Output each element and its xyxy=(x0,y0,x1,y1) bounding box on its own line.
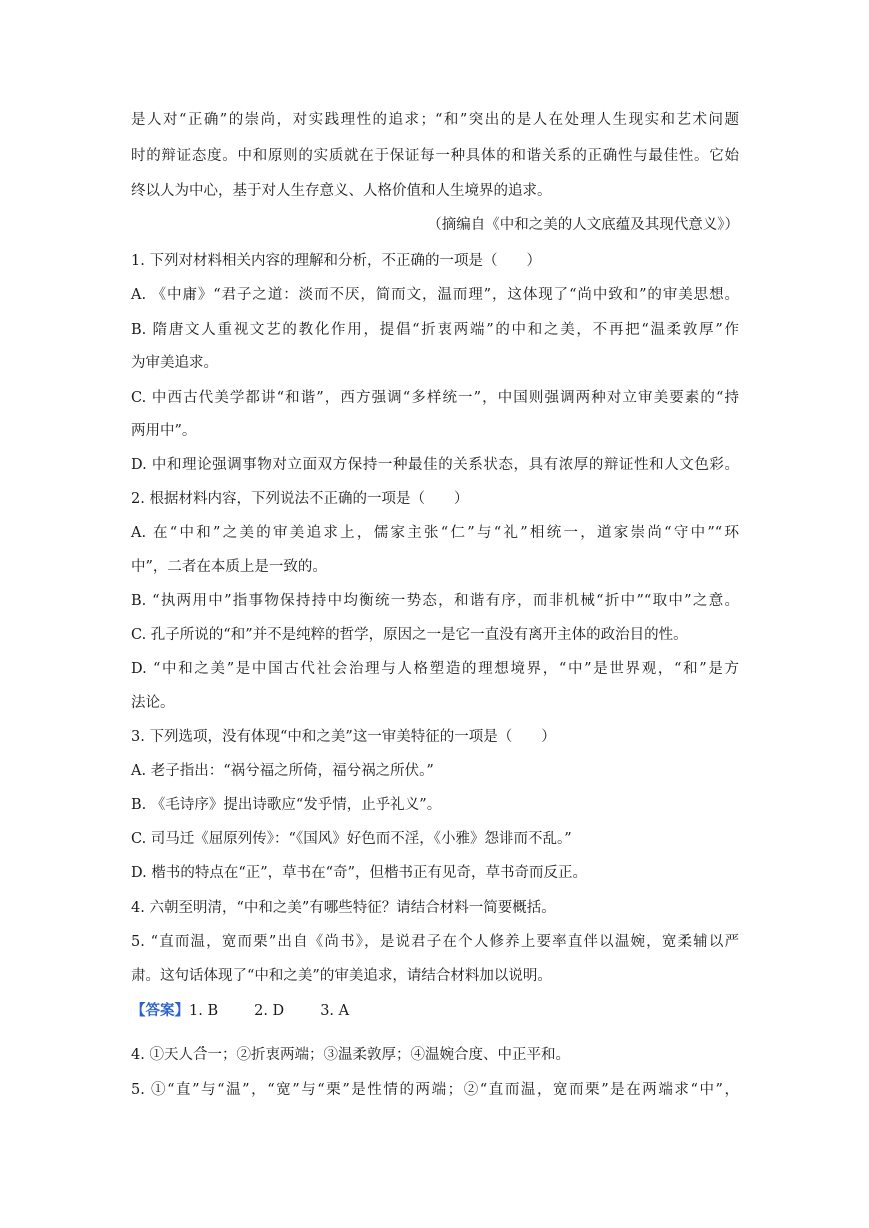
question-2-stem: 2. 根据材料内容，下列说法不正确的一项是（ ） xyxy=(131,491,469,507)
paragraph-line: 终以人为中心，基于对人生存意义、人格价值和人生境界的追求。 xyxy=(131,183,552,199)
question-2-option-c: C. 孔子所说的“和”并不是纯粹的哲学，原因之一是它一直没有离开主体的政治目的性。 xyxy=(131,627,688,643)
answer-4: 4. ①天人合一；②折衷两端；③温柔敦厚；④温婉合度、中正平和。 xyxy=(131,1047,570,1063)
question-5-cont: 肃。这句话体现了“中和之美”的审美追求，请结合材料加以说明。 xyxy=(131,968,552,984)
answer-1: 1. B xyxy=(189,1003,219,1019)
question-3-stem: 3. 下列选项，没有体现“中和之美”这一审美特征的一项是（ ） xyxy=(131,729,556,745)
question-2-option-a: A. 在“中和”之美的审美追求上，儒家主张“仁”与“礼”相统一，道家崇尚“守中”“环 xyxy=(131,525,739,541)
paragraph-line: 时的辩证态度。中和原则的实质就在于保证每一种具体的和谐关系的正确性与最佳性。它始 xyxy=(131,148,739,164)
answer-row xyxy=(131,1001,739,1021)
question-3-option-c: C. 司马迁《屈原列传》：“《国风》好色而不淫，《小雅》怨诽而不乱。” xyxy=(131,831,572,847)
question-5: 5. “直而温，宽而栗”出自《尚书》，是说君子在个人修养上要率直伴以温婉，宽柔辅以严 xyxy=(131,934,739,950)
question-3-option-a: A. 老子指出：“祸兮福之所倚，福兮祸之所伏。” xyxy=(131,763,434,779)
question-1-option-b: B. 隋唐文人重视文艺的教化作用，提倡“折衷两端”的中和之美，不再把“温柔敦厚”作 xyxy=(131,322,739,338)
question-1-option-a: A. 《中庸》“君子之道：淡而不厌，简而文，温而理”，这体现了“尚中致和”的审美思想。 xyxy=(131,287,739,303)
question-4: 4. 六朝至明清，“中和之美”有哪些特征？请结合材料一简要概括。 xyxy=(131,900,556,916)
answer-3: 3. A xyxy=(320,1003,350,1019)
question-2-option-a-cont: 中”，二者在本质上是一致的。 xyxy=(131,559,327,575)
question-1-option-c: C. 中西古代美学都讲“和谐”，西方强调“多样统一”，中国则强调两种对立审美要素的“持 xyxy=(131,390,739,406)
question-1-option-d: D. 中和理论强调事物对立面双方保持一种最佳的关系状态，具有浓厚的辩证性和人文色彩。 xyxy=(131,457,739,473)
question-2-option-d: D. “中和之美”是中国古代社会治理与人格塑造的理想境界，“中”是世界观，“和”是方 xyxy=(131,661,739,677)
question-1-stem: 1. 下列对材料相关内容的理解和分析，不正确的一项是（ ） xyxy=(131,253,541,269)
question-3-option-b: B. 《毛诗序》提出诗歌应“发乎情，止乎礼义”。 xyxy=(131,797,442,813)
question-3-option-d: D. 楷书的特点在“正”，草书在“奇”，但楷书正有见奇，草书奇而反正。 xyxy=(131,865,587,881)
source-citation: （摘编自《中和之美的人文底蕴及其现代意义》） xyxy=(427,217,739,233)
answer-5: 5. ①“直”与“温”，“宽”与“栗”是性情的两端；②“直而温，宽而栗”是在两端求“中”， xyxy=(131,1082,739,1098)
question-1-option-c-cont: 两用中”。 xyxy=(131,423,197,439)
question-1-option-b-cont: 为审美追求。 xyxy=(131,355,218,371)
question-2-option-d-cont: 法论。 xyxy=(131,695,175,711)
answer-label: 【答案】 xyxy=(131,1002,189,1019)
answer-2: 2. D xyxy=(254,1003,285,1019)
question-2-option-b: B. “执两用中”指事物保持持中均衡统一势态，和谐有序，而非机械“折中”“取中”之意。 xyxy=(131,593,739,609)
paragraph-line: 是人对“正确”的崇尚，对实践理性的追求；“和”突出的是人在处理人生现实和艺术问题 xyxy=(131,112,739,128)
